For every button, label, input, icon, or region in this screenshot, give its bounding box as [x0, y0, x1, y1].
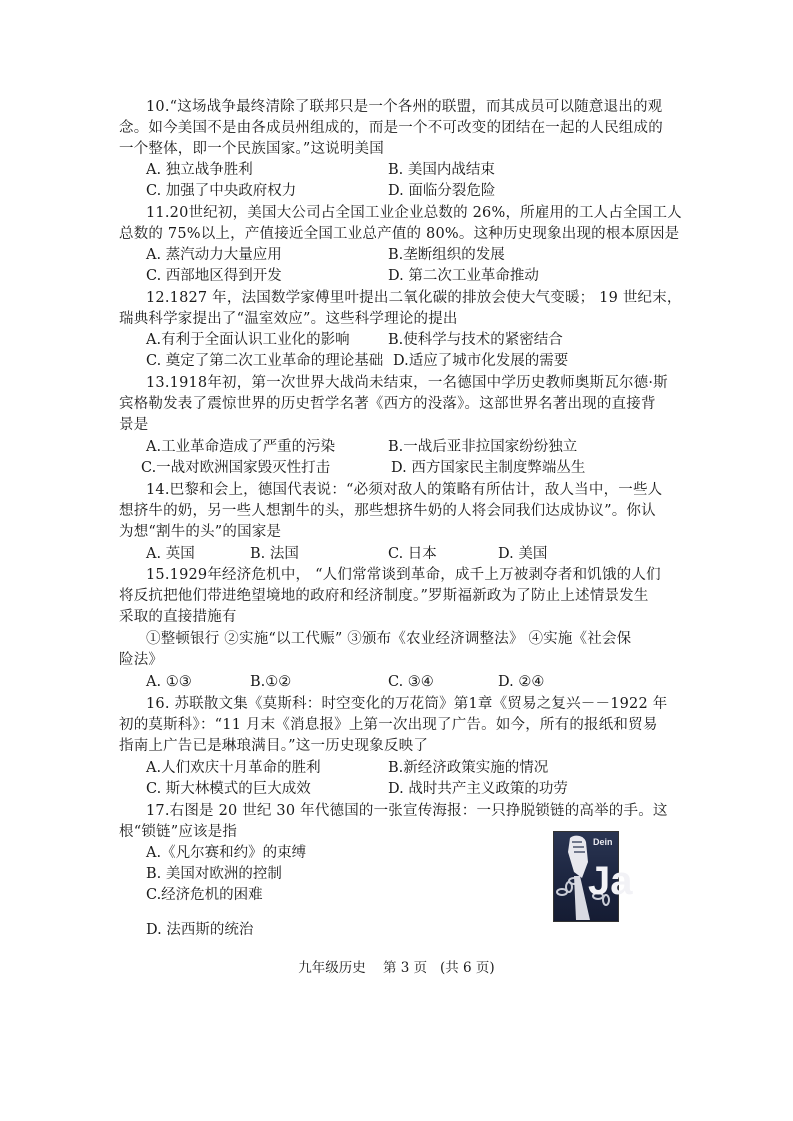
- q13-option-d: D. 西方国家民主制度弊端丛生: [391, 460, 586, 476]
- q12-option-b: B.使科学与技术的紧密结合: [388, 332, 563, 348]
- poster-word-ja: Ja: [588, 859, 633, 903]
- q10-option-b: B. 美国内战结束: [388, 162, 495, 178]
- q13-option-a: A.工业革命造成了严重的污染: [146, 439, 336, 455]
- q13-option-b: B.一战后亚非拉国家纷纷独立: [388, 439, 578, 455]
- q16-option-b: B.新经济政策实施的情况: [388, 760, 549, 776]
- q11-option-b: B.垄断组织的发展: [388, 247, 505, 263]
- q11-option-d: D. 第二次工业革命推动: [388, 268, 539, 284]
- q11-option-c: C. 西部地区得到开发: [146, 268, 282, 284]
- poster-illustration: [554, 832, 633, 921]
- q16-option-d: D. 战时共产主义政策的功劳: [388, 781, 568, 797]
- q14-option-b: B. 法国: [250, 546, 299, 562]
- q16-option-c: C. 斯大林模式的巨大成效: [146, 781, 311, 797]
- q10-option-c: C. 加强了中央政府权力: [146, 183, 297, 199]
- q15-option-c: C. ③④: [388, 674, 434, 690]
- q15-stem-line1: 15.1929年经济危机中， “人们常常谈到革命，成千上万被剥夺者和饥饿的人们: [146, 567, 661, 583]
- q17-option-b: B. 美国对欧洲的控制: [146, 866, 282, 882]
- q14-option-d: D. 美国: [498, 546, 548, 562]
- q15-option-d: D. ②④: [498, 674, 545, 690]
- q17-stem-line2: 根“锁链”应该是指: [119, 824, 238, 840]
- q17-stem-line1: 17.右图是 20 世纪 30 年代德国的一张宣传海报：一只挣脱锁链的高举的手。这: [146, 803, 668, 819]
- q12-stem-line1: 12.1827 年，法国数学家傅里叶提出二氧化碳的排放会使大气变暖； 19 世纪末，: [146, 290, 682, 306]
- q13-option-c: C.一战对欧洲国家毁灭性打击: [141, 460, 331, 476]
- q14-stem-line2: 想挤牛的奶，另一些人想割牛的头，那些想挤牛奶的人将会同我们达成协议”。你认: [119, 503, 656, 519]
- q16-option-a: A.人们欢庆十月革命的胜利: [146, 760, 321, 776]
- q13-stem-line2: 宾格勒发表了震惊世界的历史哲学名著《西方的没落》。这部世界名著出现的直接背: [119, 396, 656, 412]
- q14-option-c: C. 日本: [388, 546, 437, 562]
- q16-stem-line1: 16. 苏联散文集《莫斯科：时空变化的万花筒》第1章《贸易之复兴－－1922 年: [146, 696, 668, 712]
- q15-statements-line2: 险法》: [119, 652, 164, 668]
- q11-stem-line2: 总数的 75%以上，产值接近全国工业总产值的 80%。这种历史现象出现的根本原因是: [119, 226, 680, 242]
- q17-option-a: A.《凡尔赛和约》的束缚: [146, 845, 307, 861]
- propaganda-poster-image: [553, 831, 633, 922]
- q10-stem-line2: 念。如今美国不是由各成员州组成的，而是一个不可改变的团结在一起的人民组成的: [119, 120, 663, 136]
- q11-stem-line1: 11.20世纪初，美国大公司占全国工业企业总数的 26%，所雇用的工人占全国工人: [146, 205, 682, 221]
- q16-stem-line2: 初的莫斯科》：“11 月末《消息报》上第一次出现了广告。如今，所有的报纸和贸易: [119, 717, 658, 733]
- poster-word-dein: Dein: [593, 837, 613, 847]
- q15-option-b: B.①②: [250, 674, 292, 690]
- q15-stem-line3: 采取的直接措施有: [119, 609, 237, 625]
- q12-option-d: D.适应了城市化发展的需要: [393, 353, 569, 369]
- q13-stem-line1: 13.1918年初，第一次世界大战尚未结束，一名德国中学历史教师奥斯瓦尔德·斯: [146, 375, 668, 391]
- q10-option-d: D. 面临分裂危险: [388, 183, 496, 199]
- q13-stem-line3: 景是: [119, 417, 149, 433]
- q14-option-a: A. 英国: [146, 546, 195, 562]
- q14-stem-line3: 为想“割牛的头”的国家是: [119, 524, 282, 540]
- q17-option-c: C.经济危机的困难: [146, 887, 263, 903]
- q10-stem-line1: 10.“这场战争最终清除了联邦只是一个各州的联盟，而其成员可以随意退出的观: [146, 99, 663, 115]
- q15-statements-line1: ①整顿银行 ②实施“以工代赈” ③颁布《农业经济调整法》 ④实施《社会保: [146, 631, 632, 647]
- q11-option-a: A. 蒸汽动力大量应用: [146, 247, 282, 263]
- q12-stem-line2: 瑞典科学家提出了“温室效应”。这些科学理论的提出: [119, 311, 458, 327]
- q12-option-c: C. 奠定了第二次工业革命的理论基础: [146, 353, 384, 369]
- q15-stem-line2: 将反抗把他们带进绝望境地的政府和经济制度。”罗斯福新政为了防止上述情景发生: [119, 588, 649, 604]
- q12-option-a: A.有利于全面认识工业化的影响: [146, 332, 350, 348]
- page-footer: 九年级历史 第 3 页 (共 6 页): [298, 960, 495, 976]
- q10-stem-line3: 一个整体，即一个民族国家。”这说明美国: [119, 141, 384, 157]
- q14-stem-line1: 14.巴黎和会上，德国代表说：“必须对敌人的策略有所估计，敌人当中，一些人: [146, 482, 663, 498]
- q16-stem-line3: 指南上广告已是琳琅满目。”这一历史现象反映了: [119, 738, 429, 754]
- q10-option-a: A. 独立战争胜利: [146, 162, 253, 178]
- q15-option-a: A. ①③: [146, 674, 192, 690]
- q17-option-d: D. 法西斯的统治: [146, 922, 254, 938]
